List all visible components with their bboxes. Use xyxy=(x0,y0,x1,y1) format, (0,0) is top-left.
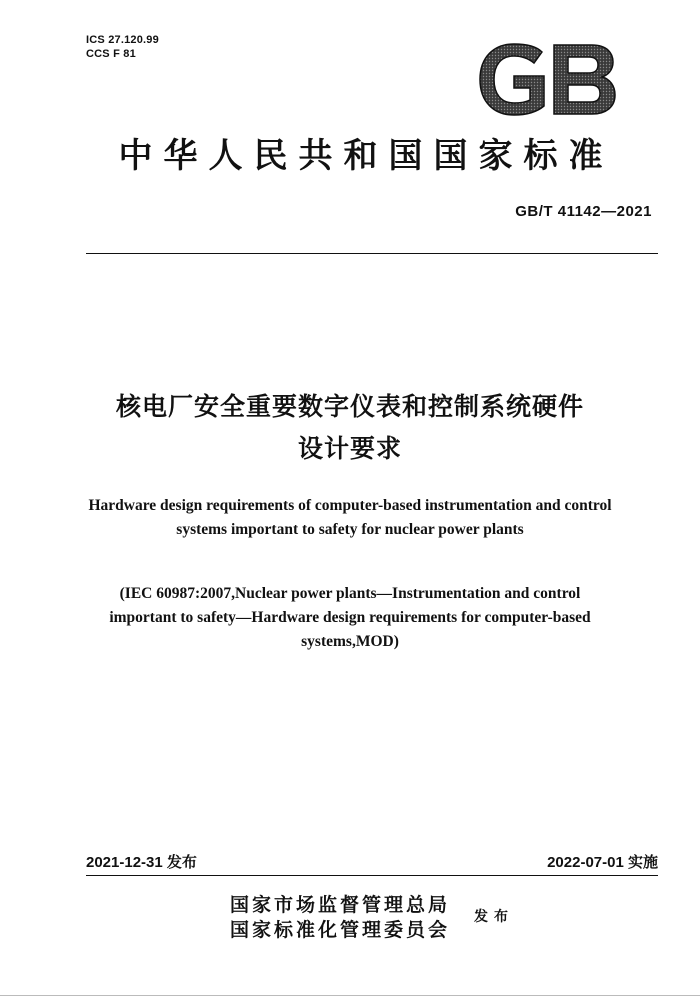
issue-date: 2021-12-31 发布 xyxy=(86,854,197,871)
ccs-code: CCS F 81 xyxy=(86,48,136,60)
english-title-line-1: Hardware design requirements of computer-based instrumentation and control xyxy=(88,497,612,514)
page-bottom-edge xyxy=(0,995,700,996)
classification-codes xyxy=(86,33,159,61)
publish-label: 发布 xyxy=(474,909,514,925)
gb-logo xyxy=(476,42,618,117)
ics-code: ICS 27.120.99 xyxy=(86,34,159,46)
chinese-title-line-2: 设计要求 xyxy=(297,434,402,463)
adoption-note-line-2: important to safety—Hardware design requirements for computer-based xyxy=(109,609,591,626)
publisher-line-1: 国家市场监督管理总局 xyxy=(230,894,451,916)
implementation-date: 2022-07-01 实施 xyxy=(547,854,658,871)
adoption-note-line-3: systems,MOD) xyxy=(301,633,399,650)
chinese-title-line-1: 核电厂安全重要数字仪表和控制系统硬件 xyxy=(115,392,584,421)
standard-number: GB/T 41142—2021 xyxy=(515,203,652,220)
adoption-note xyxy=(40,582,660,654)
publisher-line-2: 国家标准化管理委员会 xyxy=(230,919,451,941)
standard-category-title: 中华人民共和国国家标准 xyxy=(118,136,614,176)
header-divider xyxy=(86,253,658,254)
english-title xyxy=(40,494,660,542)
adoption-note-line-1: (IEC 60987:2007,Nuclear power plants—Instrumentation and control xyxy=(119,585,581,602)
chinese-title xyxy=(40,386,660,470)
publishing-authorities xyxy=(230,893,450,943)
english-title-line-2: systems important to safety for nuclear power plants xyxy=(176,521,524,538)
footer-divider xyxy=(86,875,658,876)
